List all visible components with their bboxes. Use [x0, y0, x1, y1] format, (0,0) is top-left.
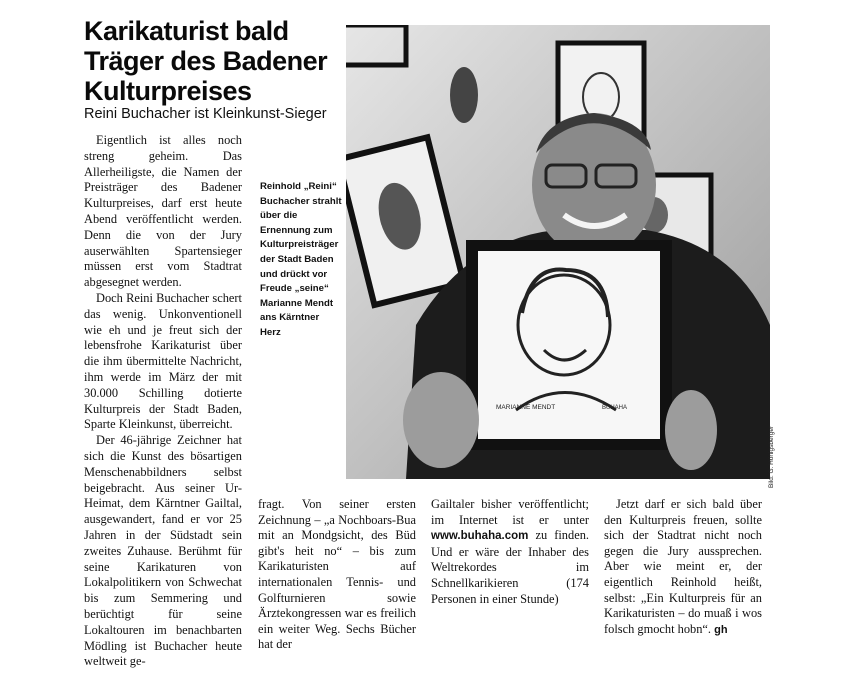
photo-credit: Bild: G. Hönigsberger	[768, 425, 775, 488]
text: Gailtaler bisher veröffentlicht; im Internet ist er unter	[431, 497, 589, 527]
website-link[interactable]: www.buhaha.com	[431, 530, 529, 543]
paragraph	[604, 497, 762, 638]
paragraph: fragt. Von seiner ersten Zeichnung – „a Nochboars-Bua mit an Mondgsicht, des Büd gibt's heit no“ – bis zum Karikaturisten auf internationalen Tennis- und Golfturnieren sowie Ärztekongressen war es freilich ein weiter Weg. Sechs Bücher hat der	[258, 497, 416, 652]
wall-sketch	[450, 67, 478, 123]
photo	[346, 25, 770, 479]
subtitle: Reini Buchacher ist Kleinkunst-Sieger	[84, 106, 327, 122]
body-column-2	[258, 497, 416, 653]
text: Jetzt darf er sich bald über den Kulturpreis freuen, sollte sich der Stadtrat nicht noch gegen die Jury aussprechen. Aber wie meint er, der eigentlich Reinhold heißt, selbst: „Ein Kulturpreis für an Karikaturisten – do muaß i wos folsch gmocht hobn“.	[604, 497, 762, 636]
author-initials: gh	[714, 623, 728, 636]
paragraph: Der 46-jährige Zeichner hat sich die Kunst des bösartigen Menschenabbildners selbst beigebracht. Aus seiner Ur-Heimat, dem Kärntner Gailtal, ausgewandert, fand er vor 25 Jahren in der Südstadt sein zweites Zuhause. Berühmt für seine Karikaturen von Lokalpolitikern von Schwechat bis zum Semmering und berüchtigt für seine Lokaltouren im benachbarten Mödling ist Buchacher heute weltweit ge-	[84, 433, 242, 669]
paragraph: Eigentlich ist alles noch streng geheim. Das Allerheiligste, die Namen der Preisträger des Badener Kulturpreises, darf erst heute Abend veröffentlicht werden. Denn die von der Jury auserwählten Spartensieger müssen erst vom Stadtrat abgesegnet werden.	[84, 133, 242, 290]
body-column-1	[84, 133, 242, 670]
body-column-4	[604, 497, 762, 638]
paragraph	[431, 497, 589, 607]
photo-illustration	[346, 25, 770, 479]
text: zu finden. Und er wäre der Inhaber des Weltrekordes im Schnellkarikieren (174 Personen in einer Stunde)	[431, 528, 589, 606]
photo-caption: Reinhold „Reini“ Buchacher strahlt über die Ernennung zum Kulturpreisträger der Stadt Baden und drückt vor Freude „seine“ Marianne Mendt ans Kärntner Herz	[260, 181, 342, 338]
paragraph: Doch Reini Buchacher schert das wenig. Unkonventionell wie eh und je freut sich der lebensfrohe Karikaturist über die ihm übermittelte Nachricht, ihm werde im März der mit 30.000 Schilling dotierte Kulturpreis der Stadt Baden, Sparte Kleinkunst, überreicht.	[84, 290, 242, 432]
drawing-signature: BUHAHA	[602, 405, 628, 411]
headline: Karikaturist bald Träger des Badener Kulturpreises	[84, 16, 328, 106]
drawing-label: MARIANNE MENDT	[496, 404, 556, 411]
body-column-3	[431, 497, 589, 607]
held-frame	[466, 240, 672, 450]
